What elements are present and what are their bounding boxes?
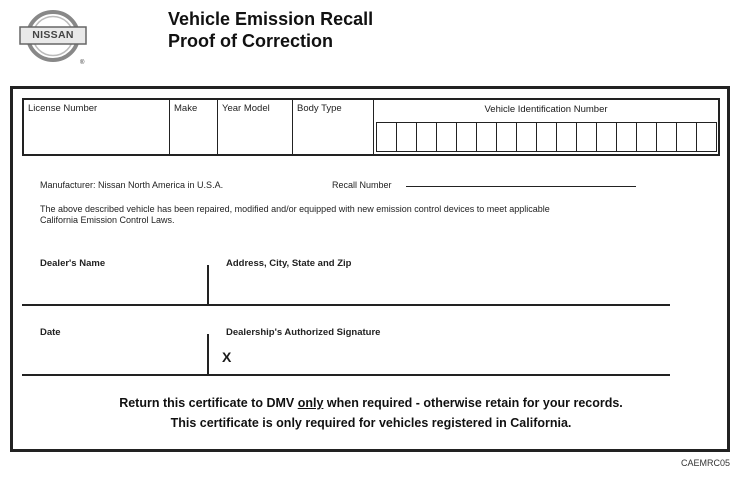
logo-text: NISSAN [32,29,74,41]
vin-char-box[interactable] [516,122,537,152]
vehicle-info-table [22,98,720,156]
dealer-divider [207,265,209,305]
address-label: Address, City, State and Zip [226,258,352,269]
vin-char-box[interactable] [676,122,697,152]
recall-number-label: Recall Number [332,180,392,190]
make-label: Make [174,103,198,114]
statement-text [40,204,550,226]
body-type-cell[interactable] [293,100,374,154]
nissan-logo [18,10,88,62]
vin-char-box[interactable] [496,122,517,152]
date-label: Date [40,327,61,338]
body-type-label: Body Type [297,103,342,114]
dealer-name-field[interactable] [22,268,205,302]
footer-line-1 [0,396,742,410]
vin-char-box[interactable] [456,122,477,152]
signature-field[interactable] [238,344,666,372]
vin-char-box[interactable] [536,122,557,152]
license-number-label: License Number [28,103,98,114]
vin-char-box[interactable] [396,122,417,152]
vin-label: Vehicle Identification Number [484,104,608,115]
dealer-name-label: Dealer's Name [40,258,106,269]
year-model-cell[interactable] [218,100,293,154]
date-divider [207,334,209,375]
make-cell[interactable] [170,100,218,154]
vin-char-box[interactable] [596,122,617,152]
vin-char-box[interactable] [636,122,657,152]
vin-char-box[interactable] [656,122,677,152]
vin-char-box[interactable] [376,122,397,152]
footer-line-1-start: Return this certificate to DMV [119,396,298,410]
footer-line-2: This certificate is only required for vehicles registered in California. [170,416,572,430]
statement-line-2: California Emission Control Laws. [40,215,175,225]
footer-only-emphasis: only [297,396,324,410]
vin-char-box[interactable] [436,122,457,152]
vin-char-box[interactable] [576,122,597,152]
vin-char-box[interactable] [416,122,437,152]
vin-char-box[interactable] [476,122,497,152]
statement-line-1: The above described vehicle has been repaired, modified and/or equipped with new emission control devices to meet applicable [40,204,550,214]
year-model-label: Year Model [222,103,270,114]
signature-x-mark: X [222,349,232,365]
footer-line-1-end: when required - otherwise retain for your records. [323,396,623,410]
registered-mark: ® [80,60,85,66]
vin-char-box[interactable] [696,122,717,152]
vin-char-box[interactable] [616,122,637,152]
title-line-2: Proof of Correction [168,31,333,51]
manufacturer-text: Manufacturer: Nissan North America in U.S.A. [40,180,224,190]
page-title [168,8,373,52]
license-number-cell[interactable] [24,100,170,154]
address-field[interactable] [211,272,666,302]
vin-char-box[interactable] [556,122,577,152]
dealer-underline [22,304,670,306]
signature-label: Dealership's Authorized Signature [226,327,381,338]
signature-underline [22,374,670,376]
form-code: CAEMRC05 [680,458,730,468]
recall-number-field[interactable] [406,186,636,187]
date-field[interactable] [22,340,205,372]
title-line-1: Vehicle Emission Recall [168,9,374,29]
